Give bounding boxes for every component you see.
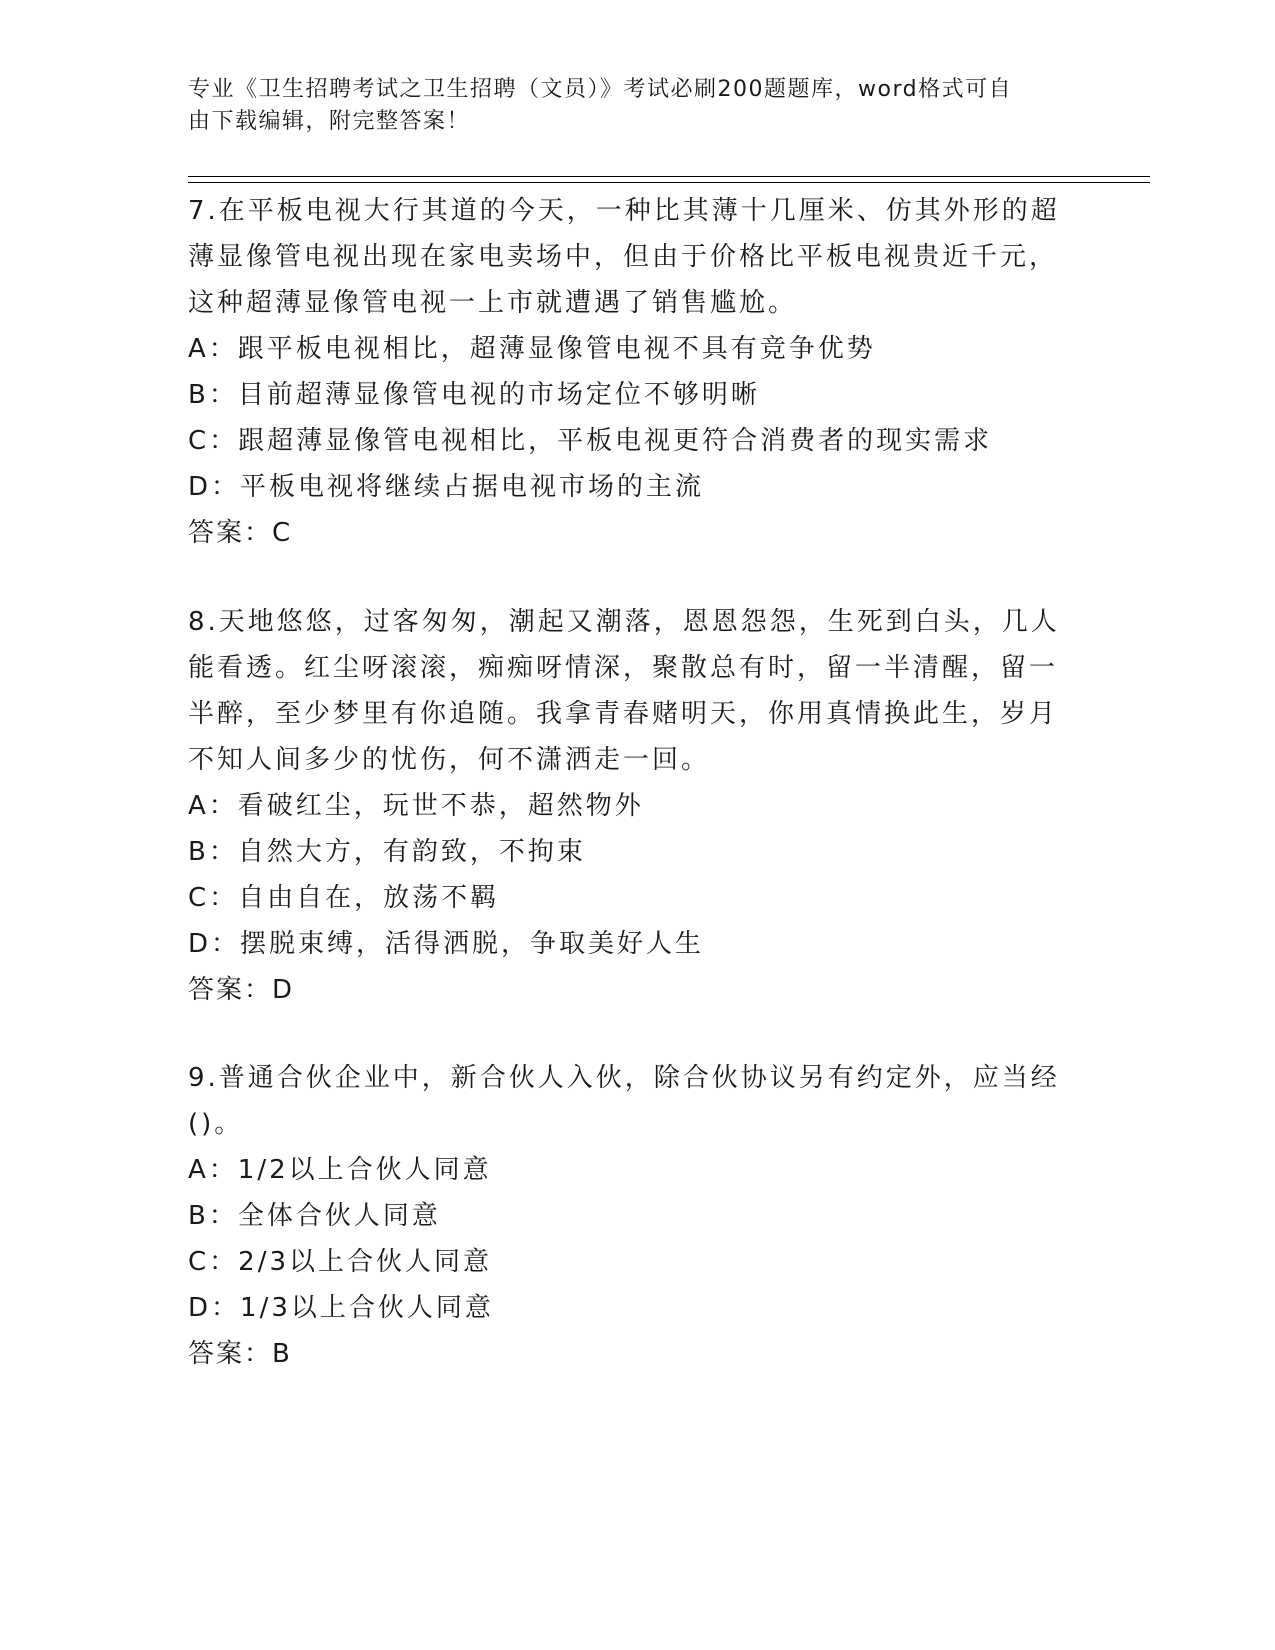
document-header [188,74,1068,138]
question-7 [188,188,1068,556]
option-a: A：跟平板电视相比，超薄显像管电视不具有竞争优势 [188,334,876,364]
header-line-2: 由下载编辑，附完整答案！ [188,109,471,134]
question-stem: 7.在平板电视大行其道的今天，一种比其薄十几厘米、仿其外形的超薄显像管电视出现在家电卖场中，但由于价格比平板电视贵近千元，这种超薄显像管电视一上市就遭遇了销售尴尬。 [188,196,1060,318]
option-c: C：跟超薄显像管电视相比，平板电视更符合消费者的现实需求 [188,426,993,456]
option-b: B：自然大方，有韵致，不拘束 [188,837,586,867]
question-stem: 8.天地悠悠，过客匆匆，潮起又潮落，恩恩怨怨，生死到白头，几人能看透。红尘呀滚滚，痴痴呀情深，聚散总有时，留一半清醒，留一半醉，至少梦里有你追随。我拿青春赌明天，你用真情换此生，岁月不知人间多少的忧伤，何不潇洒走一回。 [188,607,1060,775]
header-divider-top [188,176,1150,177]
option-b: B：全体合伙人同意 [188,1201,441,1231]
option-d: D：摆脱束缚，活得洒脱，争取美好人生 [188,929,705,959]
question-stem: 9.普通合伙企业中，新合伙人入伙，除合伙协议另有约定外，应当经()。 [188,1063,1060,1139]
answer: 答案：C [188,518,293,548]
header-line-1: 专业《卫生招聘考试之卫生招聘（文员）》考试必刷200题题库，word格式可自 [188,77,1013,102]
option-a: A：看破红尘，玩世不恭，超然物外 [188,791,644,821]
question-8 [188,599,1068,1013]
option-c: C：自由自在，放荡不羁 [188,883,500,913]
answer: 答案：B [188,1339,292,1369]
option-c: C：2/3以上合伙人同意 [188,1247,492,1277]
option-d: D：平板电视将继续占据电视市场的主流 [188,472,705,502]
question-9 [188,1055,1068,1377]
option-a: A：1/2以上合伙人同意 [188,1155,492,1185]
option-b: B：目前超薄显像管电视的市场定位不够明晰 [188,380,760,410]
header-divider-bottom [188,182,1150,183]
option-d: D：1/3以上合伙人同意 [188,1293,494,1323]
answer: 答案：D [188,975,295,1005]
